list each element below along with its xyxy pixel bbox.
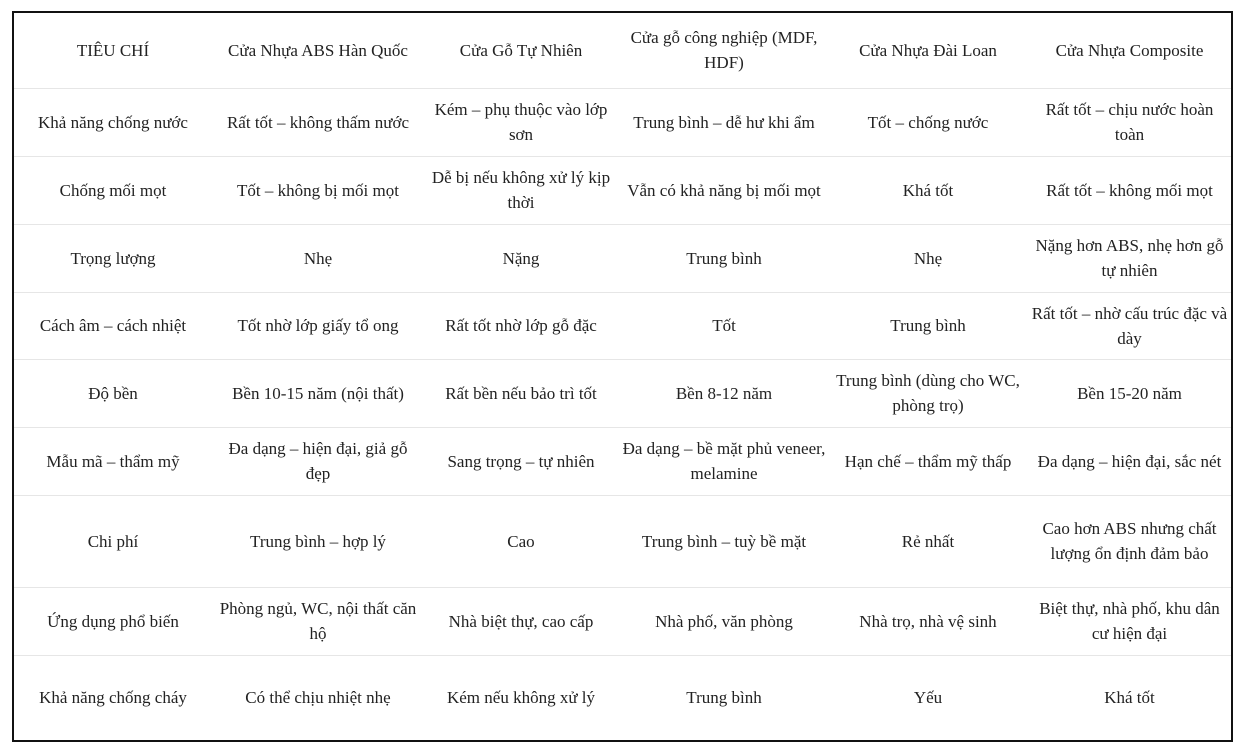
header-natural-wood: Cửa Gỗ Tự Nhiên	[459, 40, 583, 60]
header-criteria: TIÊU CHÍ	[76, 40, 150, 60]
table-cell: Có thể chịu nhiệt nhẹ	[212, 655, 424, 740]
table-row	[14, 587, 1233, 655]
header-abs-korea: Cửa Nhựa ABS Hàn Quốc	[228, 40, 408, 60]
table-cell: Tốt	[618, 292, 830, 359]
table-cell: Khá tốt	[1026, 655, 1233, 740]
row-criteria-cell: Chi phí	[14, 495, 212, 587]
header-composite: Cửa Nhựa Composite	[1055, 40, 1204, 60]
table-cell: Bền 15-20 năm	[1026, 359, 1233, 427]
row-criteria-cell: Trọng lượng	[14, 224, 212, 292]
table-cell: Bền 8-12 năm	[618, 359, 830, 427]
table-cell: Rất tốt nhờ lớp gỗ đặc	[424, 292, 618, 359]
table-cell: Rất tốt – không mối mọt	[1026, 156, 1233, 224]
table-row	[14, 655, 1233, 740]
table-cell: Rất tốt – không thấm nước	[212, 88, 424, 156]
table-row	[14, 427, 1233, 495]
table-cell: Nhà biệt thự, cao cấp	[424, 587, 618, 655]
table-cell: Trung bình	[830, 292, 1026, 359]
table-cell: Tốt – chống nước	[830, 88, 1026, 156]
comparison-table-frame	[12, 11, 1233, 742]
table-cell: Biệt thự, nhà phố, khu dân cư hiện đại	[1026, 587, 1233, 655]
table-cell: Nhà trọ, nhà vệ sinh	[830, 587, 1026, 655]
table-cell: Yếu	[830, 655, 1026, 740]
table-row	[14, 156, 1233, 224]
table-cell: Vẫn có khả năng bị mối mọt	[618, 156, 830, 224]
row-criteria-cell: Khả năng chống nước	[14, 88, 212, 156]
table-cell: Rẻ nhất	[830, 495, 1026, 587]
comparison-table	[14, 13, 1233, 740]
table-cell: Rất bền nếu bảo trì tốt	[424, 359, 618, 427]
table-cell: Trung bình	[618, 655, 830, 740]
table-cell: Rất tốt – nhờ cấu trúc đặc và dày	[1026, 292, 1233, 359]
table-cell: Trung bình – dễ hư khi ẩm	[618, 88, 830, 156]
table-cell: Khá tốt	[830, 156, 1026, 224]
table-cell: Nhẹ	[830, 224, 1026, 292]
table-cell: Trung bình (dùng cho WC, phòng trọ)	[830, 359, 1026, 427]
row-criteria-cell: Độ bền	[14, 359, 212, 427]
table-cell: Trung bình	[618, 224, 830, 292]
table-row	[14, 495, 1233, 587]
table-cell: Tốt nhờ lớp giấy tổ ong	[212, 292, 424, 359]
table-cell: Hạn chế – thẩm mỹ thấp	[830, 427, 1026, 495]
row-criteria-cell: Cách âm – cách nhiệt	[14, 292, 212, 359]
table-cell: Nhẹ	[212, 224, 424, 292]
table-cell: Đa dạng – bề mặt phủ veneer, melamine	[618, 427, 830, 495]
table-row	[14, 359, 1233, 427]
table-cell: Kém nếu không xử lý	[424, 655, 618, 740]
row-criteria-cell: Mẫu mã – thẩm mỹ	[14, 427, 212, 495]
table-cell: Tốt – không bị mối mọt	[212, 156, 424, 224]
header-industrial-wood: Cửa gỗ công nghiệp (MDF, HDF)	[630, 28, 818, 73]
table-cell: Kém – phụ thuộc vào lớp sơn	[424, 88, 618, 156]
row-criteria-cell: Chống mối mọt	[14, 156, 212, 224]
row-criteria-cell: Ứng dụng phổ biến	[14, 587, 212, 655]
header-taiwan-plastic: Cửa Nhựa Đài Loan	[859, 40, 997, 60]
table-cell: Nặng	[424, 224, 618, 292]
table-cell: Dễ bị nếu không xử lý kịp thời	[424, 156, 618, 224]
table-cell: Trung bình – tuỳ bề mặt	[618, 495, 830, 587]
table-cell: Phòng ngủ, WC, nội thất căn hộ	[212, 587, 424, 655]
table-cell: Nhà phố, văn phòng	[618, 587, 830, 655]
table-cell: Cao hơn ABS nhưng chất lượng ổn định đảm bảo	[1026, 495, 1233, 587]
row-criteria-cell: Khả năng chống cháy	[14, 655, 212, 740]
table-cell: Đa dạng – hiện đại, giả gỗ đẹp	[212, 427, 424, 495]
table-cell: Cao	[424, 495, 618, 587]
table-cell: Rất tốt – chịu nước hoàn toàn	[1026, 88, 1233, 156]
table-cell: Sang trọng – tự nhiên	[424, 427, 618, 495]
table-row	[14, 224, 1233, 292]
table-header-row	[14, 13, 1233, 88]
table-row	[14, 292, 1233, 359]
table-cell: Bền 10-15 năm (nội thất)	[212, 359, 424, 427]
table-cell: Đa dạng – hiện đại, sắc nét	[1026, 427, 1233, 495]
table-row	[14, 88, 1233, 156]
table-cell: Trung bình – hợp lý	[212, 495, 424, 587]
table-cell: Nặng hơn ABS, nhẹ hơn gỗ tự nhiên	[1026, 224, 1233, 292]
